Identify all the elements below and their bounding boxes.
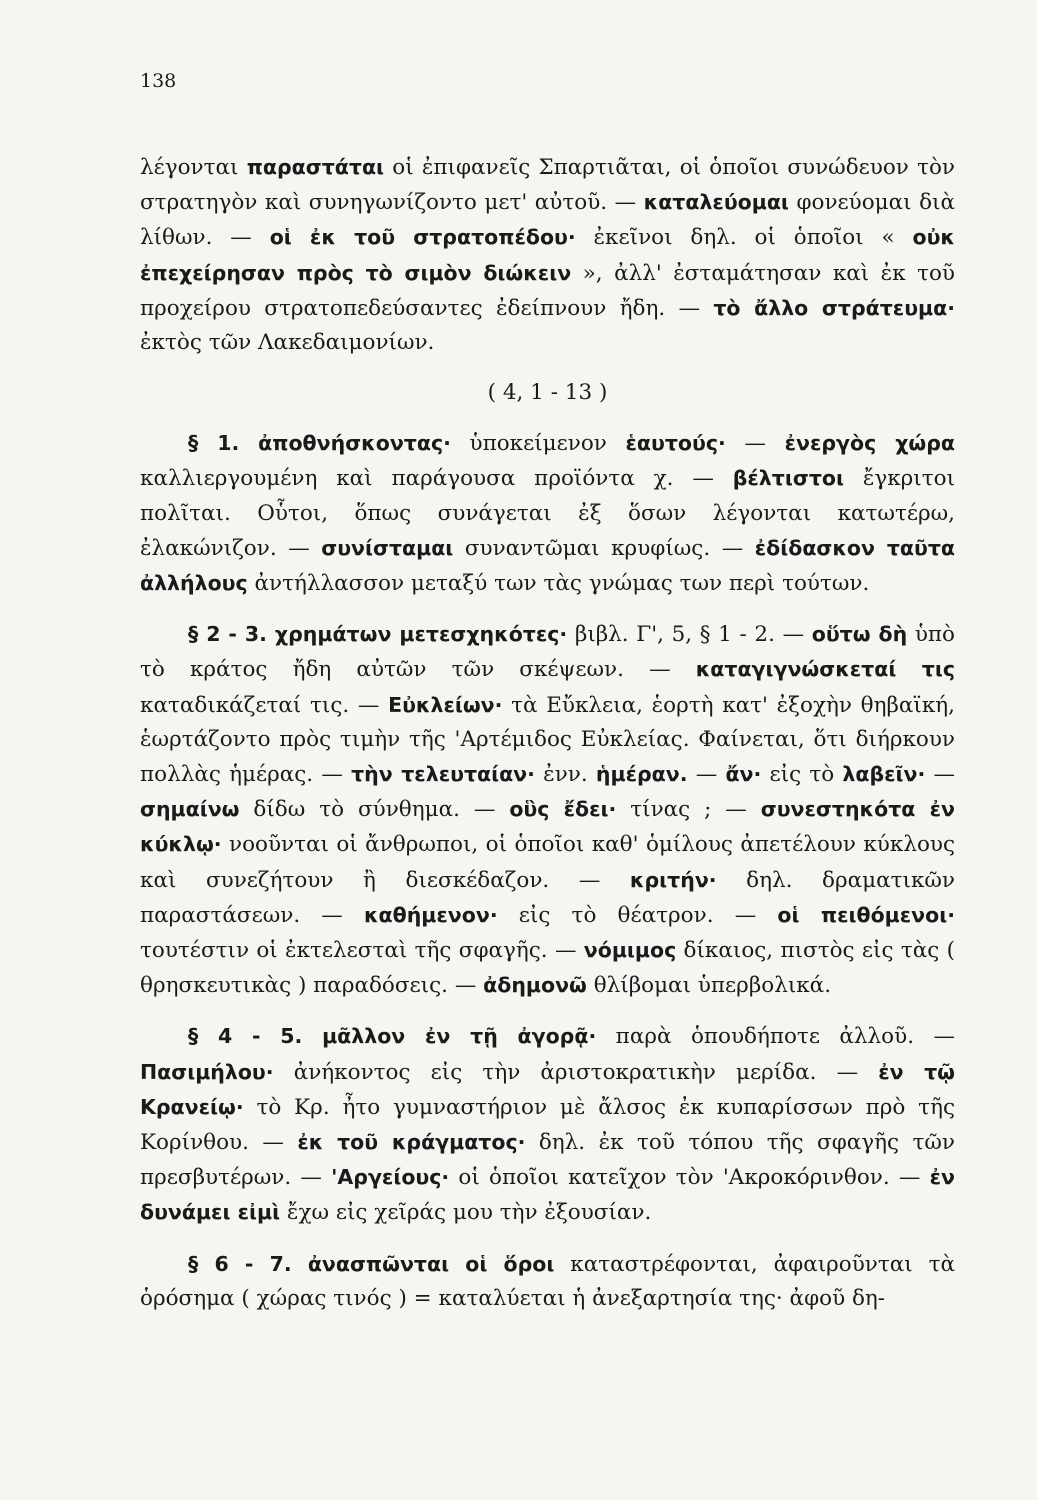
bold-term: Πασιμήλου· (140, 1059, 274, 1084)
bold-term: βέλτιστοι (732, 466, 844, 491)
bold-term: καταλεύομαι (643, 190, 789, 215)
text-segment: καταστρέφονται, ἀφαιροῦνται τὰ ὁρόσημα ( χώρας τινός ) = καταλύεται ἡ ἀνεξαρτησία της· ἀφοῦ δη- (140, 1251, 956, 1311)
text-segment: ὑποκείμενον (450, 431, 626, 457)
page-number: 138 (140, 70, 177, 92)
bold-term: οὕτω δὴ (811, 622, 908, 647)
text-segment: ἔγκριτοι πολῖται. Οὗτοι, ὅπως συνάγεται ἐξ ὅσων λέγονται κατωτέρω, ἐλακώνιζον. — (140, 466, 955, 561)
text-segment: νοοῦνται οἱ ἄνθρωποι, οἱ ὁποῖοι καθ' ὁμίλους ἀπετέλουν κύκλους καὶ συνεζήτουν ἢ διεσκέδαζον. — (140, 832, 955, 893)
text-segment: ( 4, 1 - 13 ) (487, 380, 608, 406)
paragraph (140, 1247, 955, 1316)
text-segment: ἐνν. (534, 762, 596, 788)
text-segment: τουτέστιν οἱ ἐκτελεσταὶ τῆς σφαγῆς. — (140, 938, 584, 964)
bold-term: 'Αργείους· (331, 1165, 450, 1190)
text-segment: τὰ Εὔκλεια, ἑορτὴ κατ' ἐξοχὴν θηβαϊκή, ἑωρτάζοντο πρὸς τιμὴν τῆς 'Αρτέμιδος Εὐκλείας. Φαίνεται, ὅτι διήρκουν πολλὰς ἡμέρας. — (140, 692, 955, 788)
bold-term: νόμιμος (583, 938, 677, 963)
bold-term: § 6 - 7. ἀνασπῶνται οἱ ὅροι (188, 1251, 555, 1276)
bold-term: τὴν τελευταίαν· (351, 762, 535, 787)
bold-term: ἑαυτούς· (625, 431, 726, 456)
section-heading (140, 376, 955, 410)
text-segment: ἔχω εἰς χεῖράς μου τὴν ἐξουσίαν. (280, 1200, 652, 1226)
text-segment: δηλ. δραματικῶν παραστάσεων. — (140, 867, 955, 928)
bold-term: ἐν δυνάμει εἰμὶ (140, 1165, 955, 1225)
text-segment: δηλ. ἐκ τοῦ τόπου τῆς σφαγῆς τῶν πρεσβυτέρων. — (140, 1130, 956, 1191)
paragraph (140, 150, 955, 360)
text-segment: τὸ Κρ. ἦτο γυμναστήριον μὲ ἄλσος ἐκ κυπαρίσσων πρὸ τῆς Κορίνθου. — (140, 1094, 955, 1156)
paragraph (140, 1019, 955, 1230)
bold-term: ἐκ τοῦ κράγματος· (297, 1130, 526, 1155)
bold-term: § 2 - 3. χρημάτων μετεσχηκότες· (188, 622, 568, 647)
bold-term: § 1. ἀποθνήσκοντας· (188, 431, 451, 456)
text-segment: καλλιεργουμένη καὶ παράγουσα προϊόντα χ. — (140, 466, 733, 492)
bold-term: Εὐκλείων· (388, 692, 503, 717)
text-segment: ἀντήλλασσον μεταξύ των τὰς γνώμας των περὶ τούτων. (247, 571, 870, 597)
body-text (140, 150, 955, 1316)
paragraph (140, 426, 955, 601)
bold-term: καταγιγνώσκεταί τις (695, 657, 955, 682)
bold-term: ἐνεργὸς χώρα (784, 431, 955, 456)
bold-term: ἐδίδασκον ταῦτα ἀλλήλους (140, 535, 955, 596)
text-segment: — (925, 762, 955, 788)
text-segment: εἰς τὸ θέατρον. — (497, 902, 778, 928)
bold-term: παραστάται (246, 155, 385, 179)
text-segment: ἐκτὸς τῶν Λακεδαιμονίων. (140, 330, 435, 356)
bold-term: οὓς ἔδει· (509, 797, 617, 822)
text-segment: εἰς τὸ (761, 762, 843, 788)
text-segment: οἱ ὁποῖοι κατεῖχον τὸν 'Ακροκόρινθον. — (449, 1165, 930, 1191)
bold-term: συνεστηκότα ἐν κύκλῳ· (140, 797, 955, 857)
text-segment: — (725, 431, 785, 457)
text-segment: καταδικάζεταί τις. — (140, 692, 389, 718)
bold-term: § 4 - 5. μᾶλλον ἐν τῇ ἀγορᾷ· (188, 1024, 597, 1049)
text-segment: τίνας ; — (616, 797, 761, 823)
bold-term: ἀδημονῶ (483, 973, 587, 998)
text-segment: δίδω τὸ σύνθημα. — (239, 797, 510, 823)
text-segment: ἀνήκοντος εἰς τὴν ἀριστοκρατικὴν μερίδα. — (273, 1059, 879, 1085)
text-segment: δίκαιος, πιστὸς εἰς τὰς ( θρησκευτικὰς ) παραδόσεις. — (140, 938, 955, 999)
bold-term: ἄν· (725, 762, 762, 787)
bold-term: σημαίνω (140, 797, 240, 822)
bold-term: ἐν τῷ Κρανείῳ· (140, 1059, 955, 1119)
text-segment: θλίβομαι ὑπερβολικά. (586, 973, 832, 999)
text-segment: παρὰ ὁπουδήποτε ἀλλοῦ. — (596, 1024, 955, 1050)
text-segment: ἐκεῖνοι δηλ. οἱ ὁποῖοι « (575, 225, 913, 251)
bold-term: οἱ ἐκ τοῦ στρατοπέδου· (269, 225, 576, 250)
text-segment: ὑπὸ τὸ κράτος ἤδη αὐτῶν τῶν σκέψεων. — (140, 622, 955, 683)
bold-term: συνίσταμαι (321, 535, 454, 560)
paragraph (140, 617, 955, 1003)
bold-term: οὐκ ἐπεχείρησαν πρὸς τὸ σιμὸν διώκειν (140, 225, 955, 285)
bold-term: οἱ πειθόμενοι· (777, 902, 955, 927)
bold-term: ἡμέραν. (595, 762, 688, 787)
text-segment: οἱ ἐπιφανεῖς Σπαρτιᾶται, οἱ ὁποῖοι συνώδευον τὸν στρατηγὸν καὶ συνηγωνίζοντο μετ' αὐτοῦ. — (140, 155, 955, 216)
bold-term: λαβεῖν· (842, 762, 926, 787)
text-segment: λέγονται (140, 155, 247, 180)
text-segment: βιβλ. Γ', 5, § 1 - 2. — (567, 622, 812, 648)
bold-term: κριτήν· (629, 867, 717, 892)
text-segment: φονεύομαι διὰ λίθων. — (140, 190, 955, 251)
text-segment: συναντῶμαι κρυφίως. — (453, 535, 755, 561)
text-segment: — (687, 762, 726, 788)
bold-term: τὸ ἄλλο στράτευμα· (713, 295, 955, 320)
bold-term: καθήμενον· (363, 902, 498, 927)
text-segment: », ἀλλ' ἐσταμάτησαν καὶ ἐκ τοῦ προχείρου στρατοπεδεύσαντες ἐδείπνουν ἤδη. — (140, 260, 955, 321)
